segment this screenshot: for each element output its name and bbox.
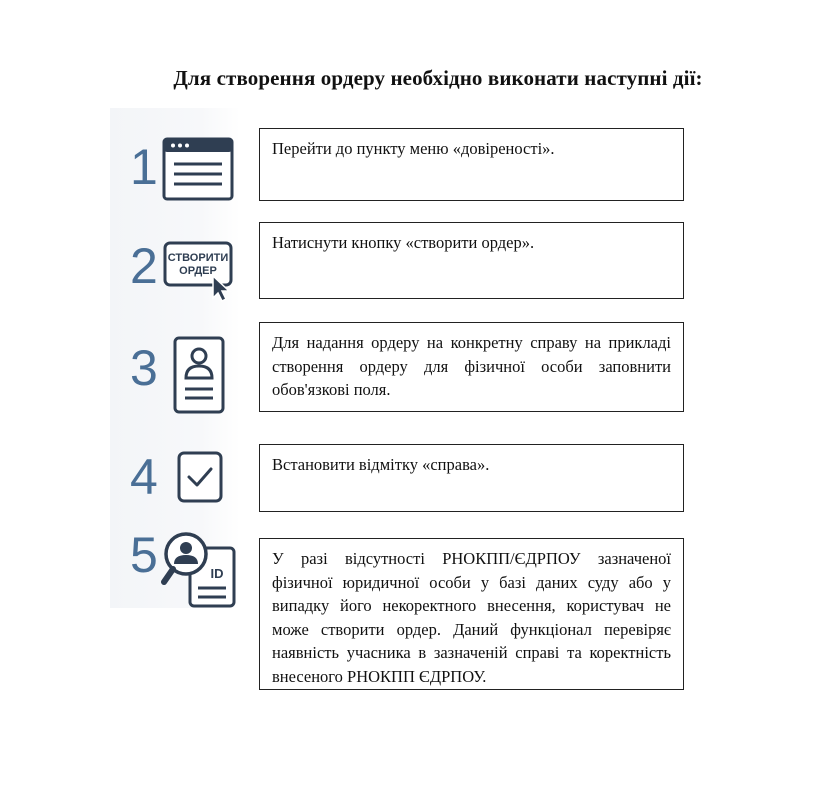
- step-5-box: [259, 538, 684, 690]
- step-3-text: Для надання ордеру на конкретну справу на прикладі створення ордеру для фізичної особи заповнити обов'язкові поля.: [272, 333, 671, 399]
- step-3-box: [259, 322, 684, 412]
- step-5-text: У разі відсутності РНОКПП/ЄДРПОУ зазначеної фізичної юридичної особи у базі даних суду або у випадку його некоректного внесення, користувач не може створити ордер. Даний функціонал перевіряє наявність учасника в зазначеній справі та коректність внесеного РНОКПП ЄДРПОУ.: [272, 549, 671, 686]
- step-2-text: Натиснути кнопку «створити ордер».: [272, 233, 535, 252]
- step-4-text: Встановити відмітку «справа».: [272, 455, 490, 474]
- step-number-1: 1: [130, 139, 158, 195]
- step-number-5: 5: [130, 527, 158, 583]
- page-title: Для створення ордеру необхідно виконати наступні дії:: [173, 66, 703, 90]
- personal-form-icon: [173, 336, 227, 421]
- step-1-text: Перейти до пункту меню «довіреності».: [272, 139, 555, 158]
- step-number-3: 3: [130, 340, 158, 396]
- icon-label-line2: ОРДЕР: [179, 265, 217, 277]
- step-4-box: [259, 444, 684, 512]
- icon-label-line1: СТВОРИТИ: [167, 252, 229, 264]
- checkbox-checked-icon: [177, 451, 225, 510]
- create-order-button-icon: [163, 240, 235, 307]
- step-number-2: 2: [130, 238, 158, 294]
- step-1-box: [259, 128, 684, 201]
- menu-window-icon: [162, 137, 234, 206]
- step-2-box: [259, 222, 684, 299]
- id-icon-label: ID: [210, 566, 224, 581]
- step-number-4: 4: [130, 449, 158, 505]
- id-search-icon: [160, 528, 240, 615]
